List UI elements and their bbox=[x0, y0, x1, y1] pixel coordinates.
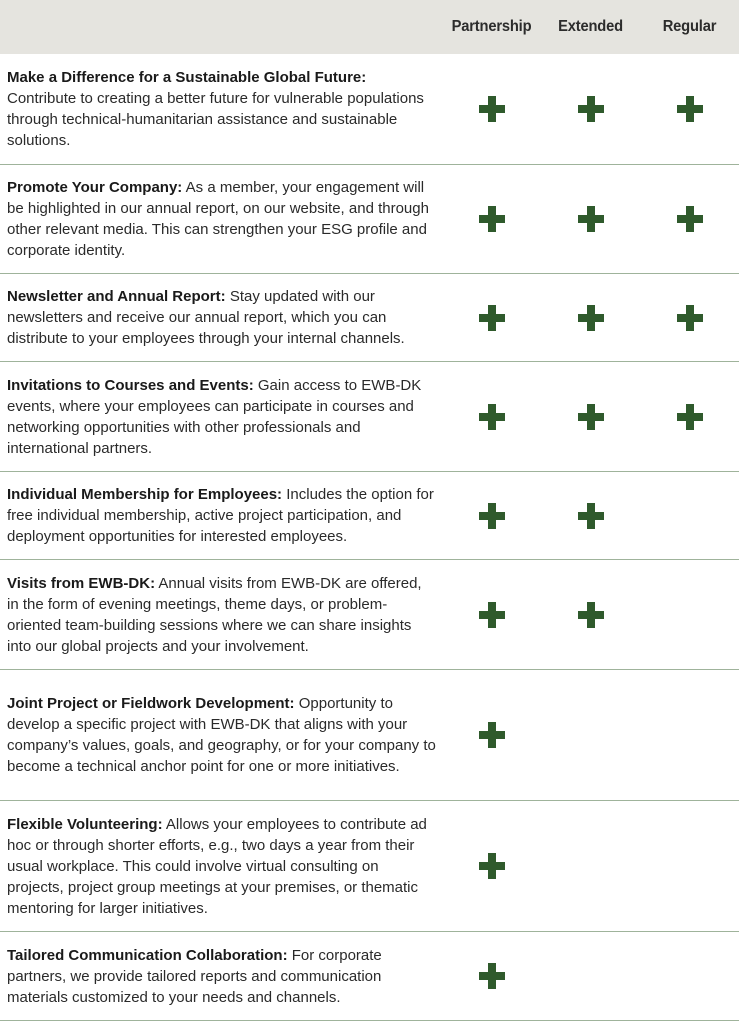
benefit-text: As a member, your engagement will be highlighted in our annual report, on our website, and through other relevant media. This can strengthen your ESG profile and corporate identity. bbox=[7, 179, 429, 259]
benefit-text: For corporate partners, we provide tailored reports and communication materials customized to your needs and channels. bbox=[7, 946, 382, 1006]
cell-regular bbox=[640, 305, 739, 331]
benefit-title: Invitations to Courses and Events: bbox=[7, 376, 254, 394]
plus-icon bbox=[479, 963, 505, 989]
benefit-text: Contribute to creating a better future for vulnerable populations through technical-humanitarian assistance and sustainable solutions. bbox=[7, 90, 424, 149]
plus-icon bbox=[479, 96, 505, 122]
plus-icon bbox=[578, 206, 604, 232]
plus-icon bbox=[479, 305, 505, 331]
benefit-title: Tailored Communication Collaboration: bbox=[7, 946, 288, 964]
benefit-title: Newsletter and Annual Report: bbox=[7, 288, 226, 305]
benefit-text: Allows your employees to contribute ad hoc or through shorter efforts, e.g., two days a year from their usual workplace. This could involve virtual consulting on projects, project group meetings at your premises, or thematic mentoring for larger initiatives. bbox=[7, 815, 427, 917]
cell-regular bbox=[640, 404, 739, 430]
benefit-description bbox=[0, 286, 442, 349]
table-header bbox=[0, 0, 739, 54]
cell-partnership bbox=[442, 404, 541, 430]
table-row bbox=[0, 801, 739, 932]
column-extended: Extended bbox=[558, 18, 623, 35]
table-row bbox=[0, 560, 739, 670]
table-row bbox=[0, 670, 739, 801]
table-row bbox=[0, 54, 739, 165]
benefit-description bbox=[0, 814, 442, 919]
cell-extended bbox=[541, 404, 640, 430]
plus-icon bbox=[479, 722, 505, 748]
benefit-title: Make a Difference for a Sustainable Global Future: bbox=[7, 69, 367, 86]
plus-icon bbox=[479, 602, 505, 628]
benefit-description bbox=[0, 177, 442, 261]
cell-partnership bbox=[442, 602, 541, 628]
cell-partnership bbox=[442, 206, 541, 232]
table-row bbox=[0, 274, 739, 362]
table-row bbox=[0, 932, 739, 1021]
plus-icon bbox=[479, 853, 505, 879]
table-row bbox=[0, 472, 739, 560]
benefit-text: Gain access to EWB-DK events, where your employees can participate in courses and networking opportunities with other professionals and international partners. bbox=[7, 376, 422, 457]
cell-extended bbox=[541, 96, 640, 122]
benefit-description bbox=[0, 573, 442, 657]
cell-extended bbox=[541, 305, 640, 331]
benefit-text: Stay updated with our newsletters and receive our annual report, which you can distribute to your employees through your internal channels. bbox=[7, 288, 405, 347]
cell-extended bbox=[541, 602, 640, 628]
cell-partnership bbox=[442, 963, 541, 989]
plus-icon bbox=[578, 96, 604, 122]
cell-partnership bbox=[442, 853, 541, 879]
benefit-title: Joint Project or Fieldwork Development: bbox=[7, 695, 295, 712]
benefit-text: Includes the option for free individual membership, active project participation, and deployment opportunities for interested employees. bbox=[7, 486, 434, 545]
cell-regular bbox=[640, 206, 739, 232]
benefit-title: Individual Membership for Employees: bbox=[7, 486, 283, 503]
benefit-title: Visits from EWB-DK: bbox=[7, 574, 156, 592]
plus-icon bbox=[578, 503, 604, 529]
cell-regular bbox=[640, 96, 739, 122]
benefit-text: Annual visits from EWB-DK are offered, in the form of evening meetings, theme days, or problem-oriented team-building sessions where we can share insights into our global projects and your involvement. bbox=[7, 574, 422, 655]
plus-icon bbox=[677, 305, 703, 331]
column-partnership: Partnership bbox=[451, 18, 532, 35]
cell-partnership bbox=[442, 503, 541, 529]
cell-partnership bbox=[442, 96, 541, 122]
plus-icon bbox=[677, 96, 703, 122]
plus-icon bbox=[677, 206, 703, 232]
cell-extended bbox=[541, 503, 640, 529]
table-row bbox=[0, 362, 739, 472]
benefit-text: Opportunity to develop a specific project with EWB-DK that aligns with your company’s values, goals, and geography, or for your company to become a technical anchor point for one or more initiatives. bbox=[7, 695, 436, 775]
benefit-description bbox=[0, 945, 442, 1008]
column-regular: Regular bbox=[662, 18, 717, 35]
benefit-title: Flexible Volunteering: bbox=[7, 815, 163, 833]
plus-icon bbox=[578, 404, 604, 430]
benefit-description bbox=[0, 693, 442, 777]
plus-icon bbox=[578, 305, 604, 331]
plus-icon bbox=[677, 404, 703, 430]
cell-partnership bbox=[442, 305, 541, 331]
benefit-title: Promote Your Company: bbox=[7, 179, 183, 196]
benefit-description bbox=[0, 375, 442, 459]
cell-partnership bbox=[442, 722, 541, 748]
benefit-description bbox=[0, 67, 442, 151]
plus-icon bbox=[479, 206, 505, 232]
plus-icon bbox=[479, 404, 505, 430]
benefit-description bbox=[0, 484, 442, 547]
table-row bbox=[0, 165, 739, 274]
cell-extended bbox=[541, 206, 640, 232]
plus-icon bbox=[479, 503, 505, 529]
plus-icon bbox=[578, 602, 604, 628]
